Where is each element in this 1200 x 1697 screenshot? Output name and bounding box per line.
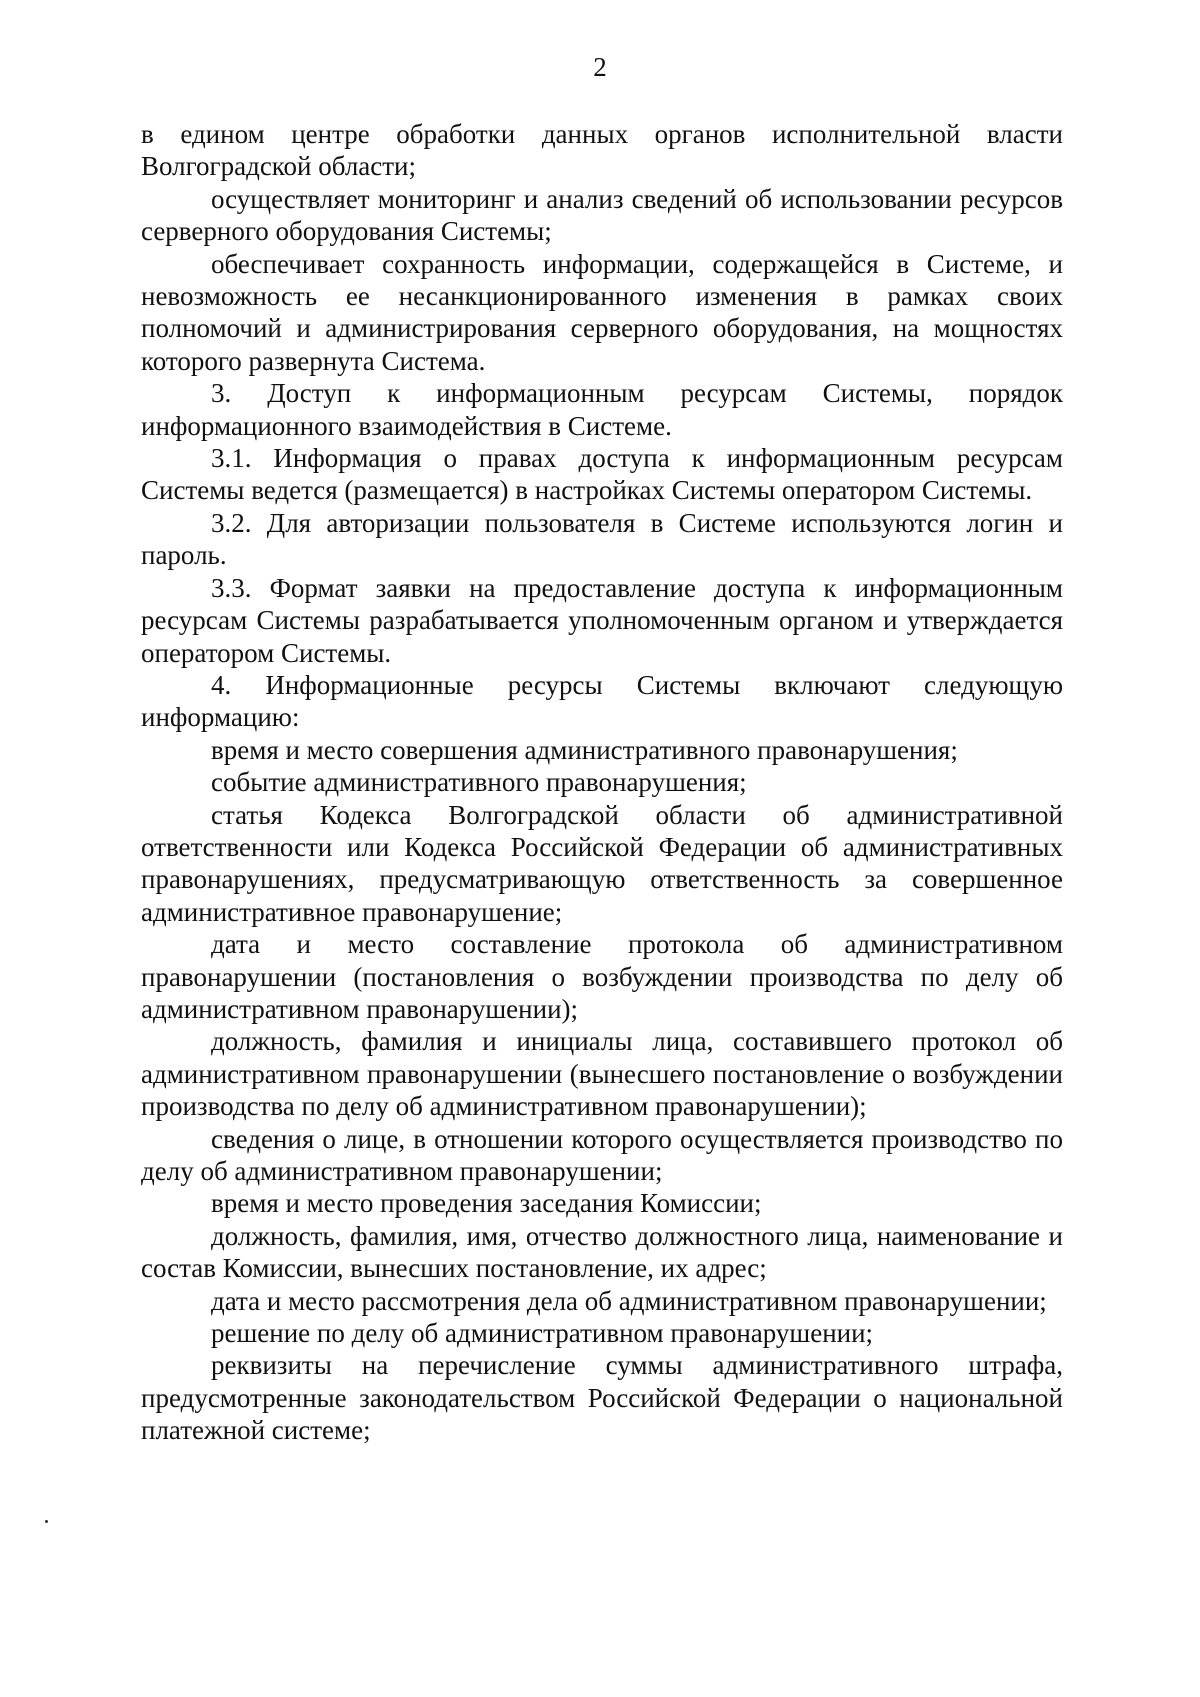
paragraph: 3.2. Для авторизации пользователя в Системе используются логин и пароль.: [141, 507, 1063, 571]
list-item: статья Кодекса Волгоградской области об административной ответственности или Кодекса Российской Федерации об административных правонарушениях, предусматривающую ответственность за совершенное административное правонарушение;: [141, 799, 1063, 927]
list-item: время и место совершения административного правонарушения;: [211, 734, 958, 765]
list-item: решение по делу об административном правонарушении;: [211, 1318, 874, 1349]
paragraph: в едином центре обработки данных органов исполнительной власти Волгоградской области;: [141, 119, 1063, 182]
list-item: время и место проведения заседания Комиссии;: [211, 1188, 762, 1219]
list-item: должность, фамилия, имя, отчество должностного лица, наименование и состав Комиссии, вынесших постановление, их адрес;: [141, 1220, 1063, 1284]
list-item: дата и место составление протокола об административном правонарушении (постановления о возбуждении производства по делу об административном правонарушении);: [141, 929, 1063, 1024]
document-body: [141, 118, 1063, 1447]
list-item: должность, фамилия и инициалы лица, составившего протокол об административном правонарушении (вынесшего постановление о возбуждении производства по делу об административном правонарушении);: [141, 1026, 1063, 1122]
list-item: дата и место рассмотрения дела об административном правонарушении;: [211, 1285, 1047, 1316]
list-item: реквизиты на перечисление суммы административного штрафа, предусмотренные законодательством Российской Федерации о национальной платежной системе;: [141, 1350, 1063, 1446]
paragraph: осуществляет мониторинг и анализ сведений об использовании ресурсов серверного оборудования Системы;: [141, 183, 1063, 247]
list-item: сведения о лице, в отношении которого осуществляется производство по делу об административном правонарушении;: [141, 1123, 1063, 1186]
paragraph: 3.3. Формат заявки на предоставление доступа к информационным ресурсам Системы разрабатывается уполномоченным органом и утверждается оператором Системы.: [141, 572, 1063, 668]
list-item: событие административного правонарушения;: [211, 767, 747, 798]
section-heading: 3. Доступ к информационным ресурсам Системы, порядок информационного взаимодействия в Системе.: [141, 378, 1063, 441]
section-heading: 4. Информационные ресурсы Системы включают следующую информацию:: [141, 669, 1063, 733]
paragraph: 3.1. Информация о правах доступа к информационным ресурсам Системы ведется (размещается) в настройках Системы оператором Системы.: [141, 443, 1063, 506]
page-number: 2: [593, 52, 607, 82]
scan-artifact: [45, 1520, 48, 1523]
paragraph: обеспечивает сохранность информации, содержащейся в Системе, и невозможность ее несанкционированного изменения в рамках своих полномочий и администрирования серверного оборудования, на мощностях которого развернута Система.: [141, 248, 1063, 376]
